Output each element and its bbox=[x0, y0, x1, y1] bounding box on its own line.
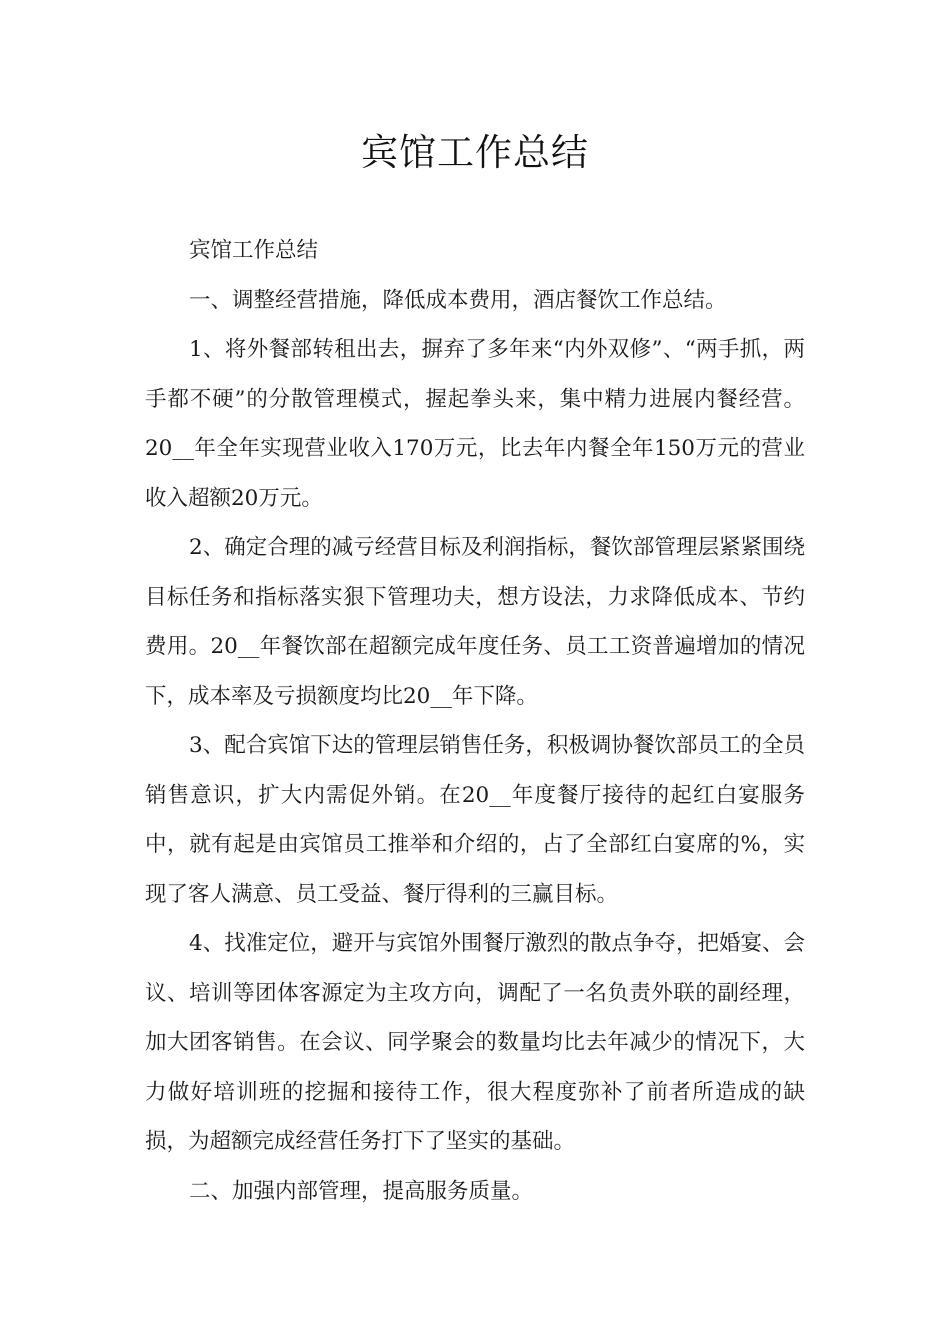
paragraph-item-1: 1、将外餐部转租出去，摒弃了多年来“内外双修”、“两手抓，两手都不硬”的分散管理模式，握起拳头来，集中精力进展内餐经营。20__年全年实现营业收入170万元，比去年内餐全年150万元的营业收入超额20万元。 bbox=[145, 337, 805, 511]
paragraph-item-4: 4、找准定位，避开与宾馆外围餐厅激烈的散点争夺，把婚宴、会议、培训等团体客源定为主攻方向，调配了一名负责外联的副经理，加大团客销售。在会议、同学聚会的数量均比去年减少的情况下，大力做好培训班的挖掘和接待工作，很大程度弥补了前者所造成的缺损，为超额完成经营任务打下了坚实的基础。 bbox=[145, 931, 805, 1154]
document-title: 宾馆工作总结 bbox=[361, 131, 589, 174]
paragraph-heading: 宾馆工作总结 bbox=[189, 238, 319, 263]
paragraph-item-3: 3、配合宾馆下达的管理层销售任务，积极调协餐饮部员工的全员销售意识，扩大内需促外销。在20__年度餐厅接待的起红白宴服务中，就有起是由宾馆员工推举和介绍的，占了全部红白宴席的%，实现了客人满意、员工受益、餐厅得利的三赢目标。 bbox=[145, 733, 805, 907]
document-body bbox=[145, 226, 805, 1216]
paragraph-item-2: 2、确定合理的减亏经营目标及利润指标，餐饮部管理层紧紧围绕目标任务和指标落实狠下管理功夫，想方设法，力求降低成本、节约费用。20__年餐饮部在超额完成年度任务、员工工资普遍增加的情况下，成本率及亏损额度均比20__年下降。 bbox=[145, 535, 805, 709]
paragraph-section-one: 一、调整经营措施，降低成本费用，酒店餐饮工作总结。 bbox=[189, 287, 727, 313]
paragraph-section-two: 二、加强内部管理，提高服务质量。 bbox=[189, 1178, 534, 1204]
